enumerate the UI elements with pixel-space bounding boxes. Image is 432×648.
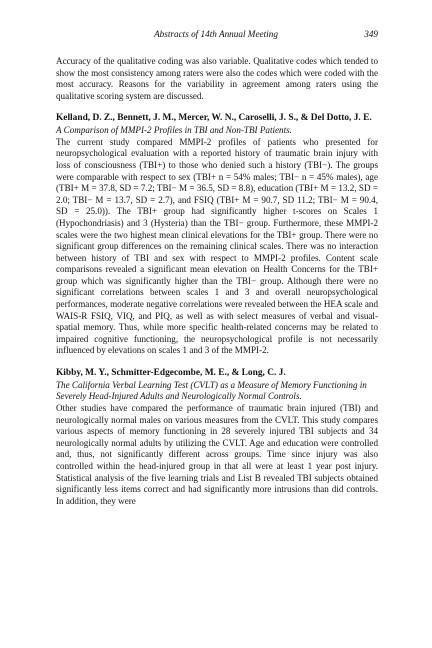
continued-paragraph: Accuracy of the qualitative coding was also variable. Qualitative codes which tended to show the most consistency among raters were also the codes which were coded with the most accuracy. Reasons for the variability in agreement among raters using the qualitative scoring system are discussed. [56, 56, 378, 101]
abstract-entry [56, 368, 378, 507]
page-content [56, 56, 378, 507]
abstract-title: The California Verbal Learning Test (CVLT) as a Measure of Memory Functioning in Severely Head-Injured Adults and Neurologically Normal Controls. [56, 379, 367, 402]
abstract-authors: Kibby, M. Y., Schmitter-Edgecombe, M. E., & Long, C. J. [56, 368, 286, 379]
running-head [54, 27, 378, 41]
abstract-title: A Comparison of MMPI-2 Profiles in TBI and Non-TBI Patients. [56, 125, 292, 136]
abstract-authors: Kelland, D. Z., Bennett, J. M., Mercer, W. N., Caroselli, J. S., & Del Dotto, J. E. [56, 113, 372, 124]
journal-section-title: Abstracts of 14th Annual Meeting [154, 29, 278, 39]
page-number: 349 [364, 29, 378, 39]
abstract-body: Other studies have compared the performance of traumatic brain injured (TBI) and neurologically normal males on various measures from the CVLT. This study compares various aspects of memory functioning in 28 severely injured TBI subjects and 34 neurologically normal adults by utilizing the CVLT. Age and education were controlled and, thus, not significantly different across groups. Time since injury was also controlled within the head-injured group in that all were at least 1 year post injury. Statistical analysis of the five learning trials and List B revealed TBI subjects obtained significantly less items correct and had significantly more intrusions than did controls. In addition, they were [56, 403, 378, 506]
abstract-entry [56, 113, 378, 357]
abstract-body: The current study compared MMPI-2 profiles of patients who presented for neuropsychological evaluation with a reported history of traumatic brain injury with loss of consciousness (TBI+) to those who denied such a history (TBI−). The groups were comparable with respect to sex (TBI+ n = 54% males; TBI− n = 45% males), age (TBI+ M = 37.8, SD = 7.2; TBI− M = 36.5, SD = 8.8), education (TBI+ M = 13.2, SD = 2.0; TBI− M = 13.7, SD = 2.7), and FSIQ (TBI+ M = 90.7, SD 11.2; TBI− M = 90.4, SD = 25.0)). The TBI+ group had significantly higher t-scores on Scales 1 (Hypochondriasis) and 3 (Hysteria) than the TBI− group. Furthermore, these MMPI-2 scales were the two highest mean clinical elevations for the TBI+ group. There were no significant group differences on the remaining clinical scales. There was no interaction between history of TBI and sex with respect to MMPI-2 profiles. Content scale comparisons revealed a significant mean elevation on Health Concerns for the TBI+ group which was significantly higher than the TBI− group. Although there were no significant correlations between scales 1 and 3 and overall neuropsychological performances, moderate negative correlations were revealed between the HEA scale and WAIS-R FSIQ, VIQ, and PIQ, as well as with select measures of verbal and visual-spatial memory. Thus, while more specific health-related concerns may be related to impaired cognitive functioning, the neuropsychological profile is not necessarily influenced by elevations on scales 1 and 3 of the MMPI-2. [56, 136, 378, 356]
